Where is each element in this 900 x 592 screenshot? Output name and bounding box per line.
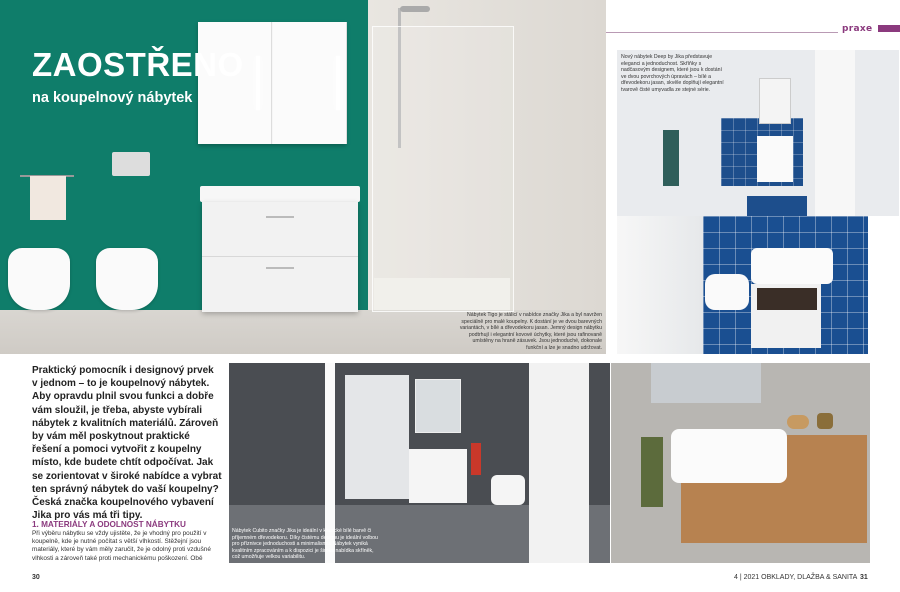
toilet: [96, 248, 158, 310]
caption-deep: Nový nábytek Deep by Jika představuje eleganci a jednoduchost. Skříňky s nadčasovým designem, které jsou k dostání ve dvou povrchových úpravách – bílé a dřevodekoru jasan, skvěle doplňují elegantní tvarově čisté umyvadla ze stejné série.: [621, 54, 724, 93]
page-number-right: 31: [860, 574, 868, 581]
shower-head: [400, 6, 430, 12]
lead-paragraph: Praktický pomocník i designový prvek v jednom – to je koupelnový nábytek. Aby opravdu plnil svou funkci a dobře vám sloužil, je třeba, abyste vybírali nábytek z kvalitních materiálů. Zároveň by vám měl poskytnout praktické řešení a pomoci vytvořit z koupelny místo, kde budete chtít odpočívat. Jak se zorientovat v široké nabídce a vybrat ten správný nábytek do vaší koupelny? Česká značka koupelnového vybavení Jika pro vás má tři tipy.: [32, 365, 222, 522]
page-subtitle: na koupelnový nábytek: [32, 90, 193, 106]
page-title: ZAOSTŘENO: [32, 46, 244, 83]
section-tag-bar-right: [878, 25, 900, 32]
flush-plate: [112, 152, 150, 176]
header-rule: [606, 32, 838, 33]
section-heading: 1. MATERIÁLY A ODOLNOST NÁBYTKU: [32, 520, 186, 529]
section-tag-right: praxe: [842, 24, 873, 34]
hero-caption: Nábytek Tigo je stálicí v nabídce značky Jika a byl navržen speciálně pro malé koupelny. K dostání je ve dvou barevných variantách, v bílé a dřevodekoru jasan. Jemný design nábytku podtrhují i elegantní kovové úchytky, které jsou rafinovaně umístěny na hraně zásuvek. Jsou jednoduché, dokonale funkční a lze je snadno udržovat.: [459, 312, 602, 351]
bidet: [8, 248, 70, 310]
body-text: Při výběru nábytku se vždy ujistěte, že je vhodný pro použití v koupelně, kde je nutné počítat s větší vlhkostí. Stěžejní jsou materiály, které by vám měly zaručit, že je odolný proti vzdušné vlhkosti a zároveň také proti mechanickému poškození. Obě: [32, 530, 211, 562]
photo-wood-vanity: [611, 363, 870, 563]
caption-cubito: Nábytek Cubito značky Jika je ideální v klasické bílé barvě či příjemném dřevodekoru. Díky čistému designu je ideální volbou pro příznivce jednoduchosti a minimalismu. Nábytek vyniká kvalitním zpracováním a k dispozici je široká nabídka skříněk, což umožňuje velkou variabilitu.: [232, 528, 378, 561]
towel: [30, 176, 66, 220]
folio-right: 4 | 2021 OBKLADY, DLAŽBA & SANITA: [734, 574, 858, 581]
page-number-left: 30: [32, 574, 40, 581]
towel: [663, 130, 679, 186]
vanity-unit: [202, 202, 358, 312]
shower-glass: [372, 26, 514, 312]
photo-blue-tiles: [617, 216, 868, 354]
washbasin: [200, 186, 360, 202]
